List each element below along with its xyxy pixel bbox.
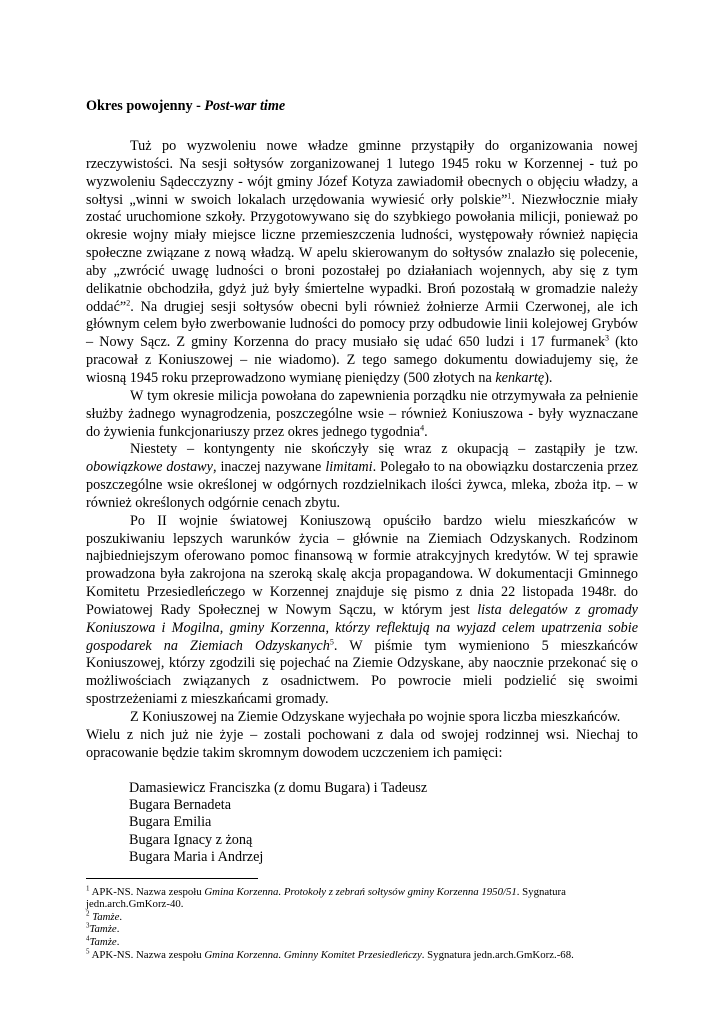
heading-title: Okres powojenny - [86,98,205,114]
footnote-number: 2 [86,909,90,918]
footnote-ref: 5 [329,636,334,646]
footnote-text: . Sygnatura jedn.arch.GmKorz.-68. [421,948,574,961]
paragraph-text: Niestety – kontyngenty nie skończyły się wraz z okupacją – zastąpiły je tzw. [130,441,638,458]
footnote-3 [86,923,638,936]
footnote-italic: Tamże [89,923,117,936]
italic-text: limitami [325,459,373,476]
footnote-italic: Tamże [89,910,120,923]
footnote-separator [86,878,258,879]
paragraph-text: ). [544,369,553,386]
list-item: Bugara Ignacy z żoną [129,831,253,848]
italic-text: lista delegatów z gromady Koniuszowa i Mogilna, gminy Korzenna, którzy reflektują na wyjazd celem upatrzenia sobie gospodarek na Ziemiach Odzyskanych [86,601,638,654]
paragraph-text: (kto pracował z Koniuszowej – nie wiadomo). Z tego samego dokumentu dowiadujemy się, że wiosną 1945 roku przeprowadzono wymianę pieniędzy (500 złotych na [86,334,639,386]
paragraph-2 [86,388,638,442]
paragraph-text: Z Koniuszowej na Ziemie Odzyskane wyjechała po wojnie spora liczba mieszkańców. [130,709,621,725]
footnote-number: 1 [86,883,90,892]
footnote-italic: Tamże [89,935,117,948]
paragraph-6 [86,727,638,763]
document-page [86,97,638,961]
list-item: Bugara Emilia [129,814,212,831]
paragraph-text: Wielu z nich już nie żyje – zostali pochowani z dala od swojej rodzinnej wsi. Niechaj to opracowanie będzie takim skromnym dowodem uczczeniem ich pamięci: [86,726,638,761]
paragraph-text: W tym okresie milicja powołana do zapewnienia porządku nie otrzymywała za pełnienie służby żadnego wynagrodzenia, poszczególne wsie – również Koniuszowa - były wyznaczane do żywienia funkcjonariuszy przez okres jednego tygodnia [86,387,638,440]
paragraph-text: , inaczej nazywane [212,459,326,476]
paragraph-3 [86,441,638,512]
footnotes [86,883,638,962]
italic-text: kenkartę [495,369,545,386]
heading-title-english: Post-war time [204,98,286,114]
footnote-ref: 1 [507,190,512,200]
footnote-1 [86,883,638,911]
italic-text: obowiązkowe dostawy [86,459,213,476]
footnote-number: 4 [86,934,90,943]
paragraph-text: . W piśmie tym wymieniono 5 mieszkańców Koniuszowej, którzy zgodzili się pojechać na Ziemie Odzyskane, aby naocznie przekonać się o możliwościach związanych z osadnictwem. Po powrocie mieli podzielić się swoimi spostrzeżeniami z mieszkańcami gromady. [86,637,638,708]
footnote-text: . Sygnatura jedn.arch.GmKorz-40. [86,885,566,911]
list-item: Bugara Maria i Andrzej [129,849,264,866]
footnote-ref: 2 [126,297,131,307]
footnote-italic: Gmina Korzenna. Protokoły z zebrań sołtysów gminy Korzenna 1950/51 [204,885,517,898]
paragraph-text: . Na drugiej sesji sołtysów obecni byli również żołnierze Armii Czerwonej, ale ich głównym celem było zwerbowanie ludności do pomocy przy odbudowie linii kolejowej Grybów – Nowy Sącz. Z gminy Korzenna do pracy musiało się udać 650 ludzi i 17 furmanek [86,298,638,351]
paragraph-text: Tuż po wyzwoleniu nowe władze gminne przystąpiły do organizowania nowej rzeczywistości. Na sesji sołtysów zorganizowanej 1 lutego 1945 roku w Korzennej - tuż po wyzwoleniu Sądecczyzny - wójt gminy Józef Kotyza zawiadomił obecnych o objęciu władzy, a sołtysi „winni w swoich lokalach urzędowania wywiesić orły polskie” [86,138,638,208]
list-item: Damasiewicz Franciszka (z domu Bugara) i Tadeusz [129,779,428,796]
footnote-italic: Gmina Korzenna. Gminny Komitet Przesiedleńczy [204,948,422,961]
footnote-2 [86,911,638,924]
footnote-text: . [116,935,120,948]
paragraph-text: Po II wojnie światowej Koniuszową opuściło bardzo wielu mieszkańców w poszukiwaniu lepszych warunków życia – głównie na Ziemiach Odzyskanych. Rodzinom najbiedniejszym oferowano pomoc finansową w formie atrakcyjnych kredytów. W tej sprawie prowadzona była zakrojona na szeroką skalę akcja propagandowa. W dokumentacji Gminnego Komitetu Przesiedleńczego w Korzennej znajduje się pismo z dnia 22 listopada 1948r. do Powiatowej Rady Społecznej w Nowym Sączu, w którym jest [86,512,638,618]
footnote-text: . [116,923,120,936]
paragraph-5 [86,709,638,727]
footnote-ref: 3 [605,333,610,343]
names-list [129,780,638,867]
paragraph-text: . Niezwłocznie miały zostać uruchomione szkoły. Przygotowywano się do szybkiego powołania milicji, ponieważ po okresie wojny miały miejsce liczne przemieszczenia ludności, występowały również napięcia społeczne związane z nową władzą. W apelu skierowanym do sołtysów znalazło się polecenie, aby „zwrócić uwagę ludności o broni pozostałej po działaniach wojennych, aby się z tym delikatnie obchodziła, gdyż już były śmiertelne wypadki. Broń pozostałą w gromadzie należy oddać” [86,191,638,315]
footnote-text: . [119,910,123,923]
paragraph-4 [86,513,638,709]
section-heading [86,97,638,115]
footnote-text: APK-NS. Nazwa zespołu [89,948,205,961]
paragraph-1 [86,138,638,388]
footnote-ref: 4 [420,422,425,432]
paragraph-text: . Polegało to na obowiązku dostarczenia przez poszczególne wsie określonej w odgórnych rozdzielnikach ilości żywca, mleka, zboża itp. – w również określonych odgórnie cenach zbytu. [86,459,638,511]
body-text [86,138,638,763]
footnote-number: 5 [86,946,90,955]
paragraph-text: . [424,423,428,440]
footnote-5 [86,946,638,962]
list-item: Bugara Bernadeta [129,796,232,813]
footnote-number: 3 [86,921,90,930]
footnote-4 [86,936,638,949]
footnote-text: APK-NS. Nazwa zespołu [89,885,205,898]
